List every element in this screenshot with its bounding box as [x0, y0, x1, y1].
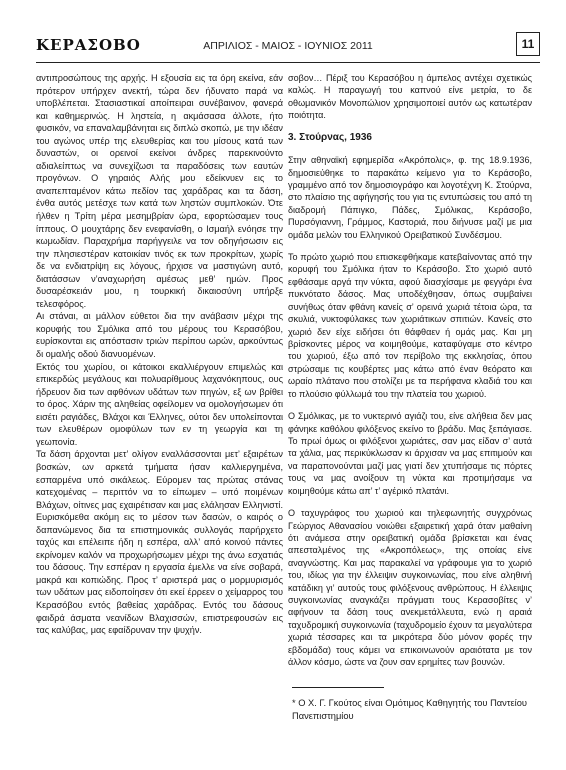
paragraph: Το πρώτο χωριό που επισκεφθήκαμε κατεβαίνοντας από την κορυφή του Σμόλικα ήταν το Κεράσοβο. Στο χωριό αυτό εφθάσαμε αργά την νύκτα, αφού διασχίσαμε με φεγγάρι ένα πυκνότατο δάσος. Μας υποδέχθησαν, όπως συμβαίνει συνήθως όταν φθάνη κανείς σ’ ορεινά χωριά τέτοια ώρα, τα σκυλιά, νυκτοφύλακες των χωριάτικων σπιτιών. Κανείς στο χωριό δεν είχε ειδήσει ότι θάφθαεν ή ομάς μας. Και μη βρίσκοντες μέρος να κοιμηθούμε, καταφύγαμε στο κέντρο του χωριού, έξω από τον περίβολο της εκκλησίας, όπου στρώσαμε τις κουβέρτες μας κάτω από έναν θεόρατο και ωραίο πλάτανο που στολίζει με τα περήφανα κλαδιά του και το πλούσιο φύλλωμά του την πλατεία του χωριού. [288, 252, 532, 399]
left-column [36, 72, 283, 637]
paragraph: Ο Σμόλικας, με το νυκτερινό αγιάζι του, είνε αλήθεια δεν μας φάνηκε καθόλου φιλόξενος εκείνο το βράδυ. Μας ξεπάγιασε. Το πρωί όμως οι φιλόξενοι χωριάτες, σαν μας είδαν σ’ αυτά τα χάλια, μας περικύκλωσαν κι άρχισαν να μας επιτιμούν και να παραπονούνται μαζί μας γιατί δεν χτυπήσαμε τις πόρτες τους να μας ανοίξουν τη νύκτα και προτιμήσαμε να κοιμηθούμε κάτω απ’ τ’ αγέρικό πλατάνι. [288, 411, 532, 496]
paragraph: Αι στάναι, αι μάλλον εύθετοι δια την ανάβασιν μέχρι της κορυφής του Σμόλικα από του μέρους του Κερασόβου, ευρίσκονται εις απόστασιν τριών περίπου ωρών, αρκούντως δι ομαλής οδού διανυομένων. [36, 311, 283, 360]
page-header [36, 36, 540, 63]
paragraph: σοβον… Πέριξ του Κερασόβου η άμπελος αντέχει σχετικώς καλώς. Η παραγωγή του καπνού είνε μετρία, το δε οθωμανικόν Μονοπώλιον χρησιμοποιεί αυτόν ως κατωτέραν ποιότητα. [288, 73, 532, 121]
issue-date: ΑΠΡΙΛΙΟΣ - ΜΑΙΟΣ - ΙΟΥΝΙΟΣ 2011 [203, 40, 373, 52]
footnote: * Ο Χ. Γ. Γκούτος είναι Ομότιμος Καθηγητής του Παντείου Πανεπιστημίου [292, 698, 527, 721]
footnote-divider [292, 687, 384, 688]
paragraph: Στην αθηναϊκή εφημερίδα «Ακρόπολις», φ. της 18.9.1936, δημοσιεύθηκε το παρακάτω κείμενο για το Κεράσοβο, γραμμένο από τον δημοσιογράφο και λογοτέχνη Κ. Στούρνα, στο πλαίσιο της αφήγησής του για τις εντυπώσεις του από τη διαδρομή Πάπιγκο, Πάδες, Σμόλικας, Κεράσοβο, Πυρσόγιαννη, Γράμμος, Καστοριά, που διήνυσε μαζί με μια ομάδα μελών του Ελληνικού Ορειβατικού Συνδέσμου. [288, 155, 532, 240]
paragraph: Εκτός του χωρίου, οι κάτοικοι εκαλλιέργουν επιμελώς και επικερδώς μεγάλους και πολυαρίθμους λαχανόκηπους, ους ήδρευον δια των αφθόνων υδάτων των πηγών, εξ ων βρίθει το όρος. Χάριν της αληθείας οφείλομεν να ομολογήσωμεν ότι εισέτι ραγιάδες, Βλάχοι και Έλληνες, ούτοι δεν υπολείπονται των ελευθέρων ομοφύλων των εν τη γεωργία και τη γεωπονία. [36, 361, 283, 447]
section-heading: 3. Στούρνας, 1936 [288, 131, 372, 143]
paragraph: αντιπροσώπους της αρχής. Η εξουσία εις τα όρη εκείνα, εάν πρότερον υπήρχεν ανεκτή, τώρα δεν ήδυνατο παρά να υποβλέπεται. Στασιαστικαί αποίπειραι συνέβαινον, φανερά και καθημερινώς. Η ληστεία, η ακμάσασα άλλοτε, ήτο φυσικόν, να επαναλαμβάνηται εις διπλώ σκοπώ, με την ιδέαν του αγώνος υπέρ της ελευθερίας και του μίσους κατά των δυναστών, οι ορεινοί εκείνοι άνδρες παρεκινούντο αδιαλείπτως να συνεχίζωσι τα παραδόσεις των εαυτών προγόνων. Ο γηραιός Αλής μου εδείκνυεν εις το αναπεπταμένον κάτω πεδίον τας χαράδρας και τα δάση, ένθα αυτός μετέσχε των κατά των ληστών συμπλοκών. Ότε ήλθεν η Τρίτη μέρα μεσημβρίαν ώρα, εφορτώσαμεν τους ίππους. Ο μουχτάρης δεν ενεφανίσθη, ο Ισμαήλ ενόησε την κωμωδίαν. Παραχρήμα παρήγγειλε να τον οδηγήσωσιν εις την πλησιεστέραν κατοικίαν τινός εκ των προκρίτων, χωρίς δε να ενδιατρίψη εις λόγους, ήρχισε να μαστιγώνη αυτό, διατάσσων ν’αναχωρήση αμέσως μεθ’ ημών. Προς δυσαρέσκειάν μου, η τουρκική δικαιοσύνη υπήρξε τελεσφόρος. [36, 73, 283, 309]
paragraph: Τα δάση άρχονται μετ’ ολίγον εναλλάσσονται μετ’ εξαιρέτων βοσκών, ων αρκετά τμήματα ήσαν καλλιεργημένα, εσπαρμένα υπό σικάλεως. Εύρομεν τας πρώτας στάνας κατεχομένας – περιττόν να το είπωμεν – υπό ποιμένων Βλάχων, οίτινες μας εχαιρέτισαν και μας ελάλησαν Ελληνιστί. Ευρισκόμεθα ακόμη εις το μέσον των δασών, ο καιρός ο δαπανώμενος δια τα επιστημονικάς συλλογάς παρήρχετο ταχύς και επέλειπε ήδη η εσπέρα, αλλ’ από κοινού πάντες εκρίνομεν καλόν να προχωρήσωμεν μέχρι της άνω εσχατιάς του δάσους. Την εσπέραν η εργασία έμελλε να είνε σοβαρά, μακρά και κοπιώδης. Προς τ’ αριστερά μας ο μορμυρισμός των υδάτων μας ειδοποίησεν ότι εκεί έρρεεν ο χείμαρρος του Κερασόβου εντός βαθείας χαράδρας. Εντός του δάσους φαιδρά άσματα νεανίδων Βλαχισσών, επιστρεφουσών εις τας καλύβας, μας εφαίδρυναν την ψυχήν. [36, 449, 283, 636]
page-number: 11 [516, 32, 540, 56]
paragraph: Ο ταχυγράφος του χωριού και τηλεφωνητής συγχρόνως Γεώργιος Αθανασίου νοιώθει εξαιρετική χαρά όταν μαθαίνη ότι ανάμεσα στην ορειβατική ομάδα βρίσκεται και ένας απεσταλμένος της «Ακροπόλεως», της οποίας είνε αναγνώστης. Και μας παρακαλεί να γράφουμε για το χωριό του, ιδίως για την έλλειψιν συγκοινωνίας, που είνε αληθινή κατάδικη γι’ αυτούς τους φιλόξενους ανθρώπους. Η έλλειψις συγκοινωνίας αναγκάζει πράγματι τους Κερασοβίτες ν’ αφήνουν τα δάση τους ανεκμετάλλευτα, ενώ η αραιά ταχυδρομική συγκοινωνία (ταχυδρομείο έχουν τα μεγαλύτερα χωριά τέσσαρες και τα μικρότερα δύο μόνον φορές την εβδομάδα) τους κάμει να επικοινωνούν αραιότατα με τον άλλον κόσμο, ώστε να ζουν σαν ερημίτες των βουνών. [288, 508, 532, 668]
right-column [288, 72, 532, 669]
magazine-title: ΚΕΡΑΣΟΒΟ [36, 36, 141, 54]
